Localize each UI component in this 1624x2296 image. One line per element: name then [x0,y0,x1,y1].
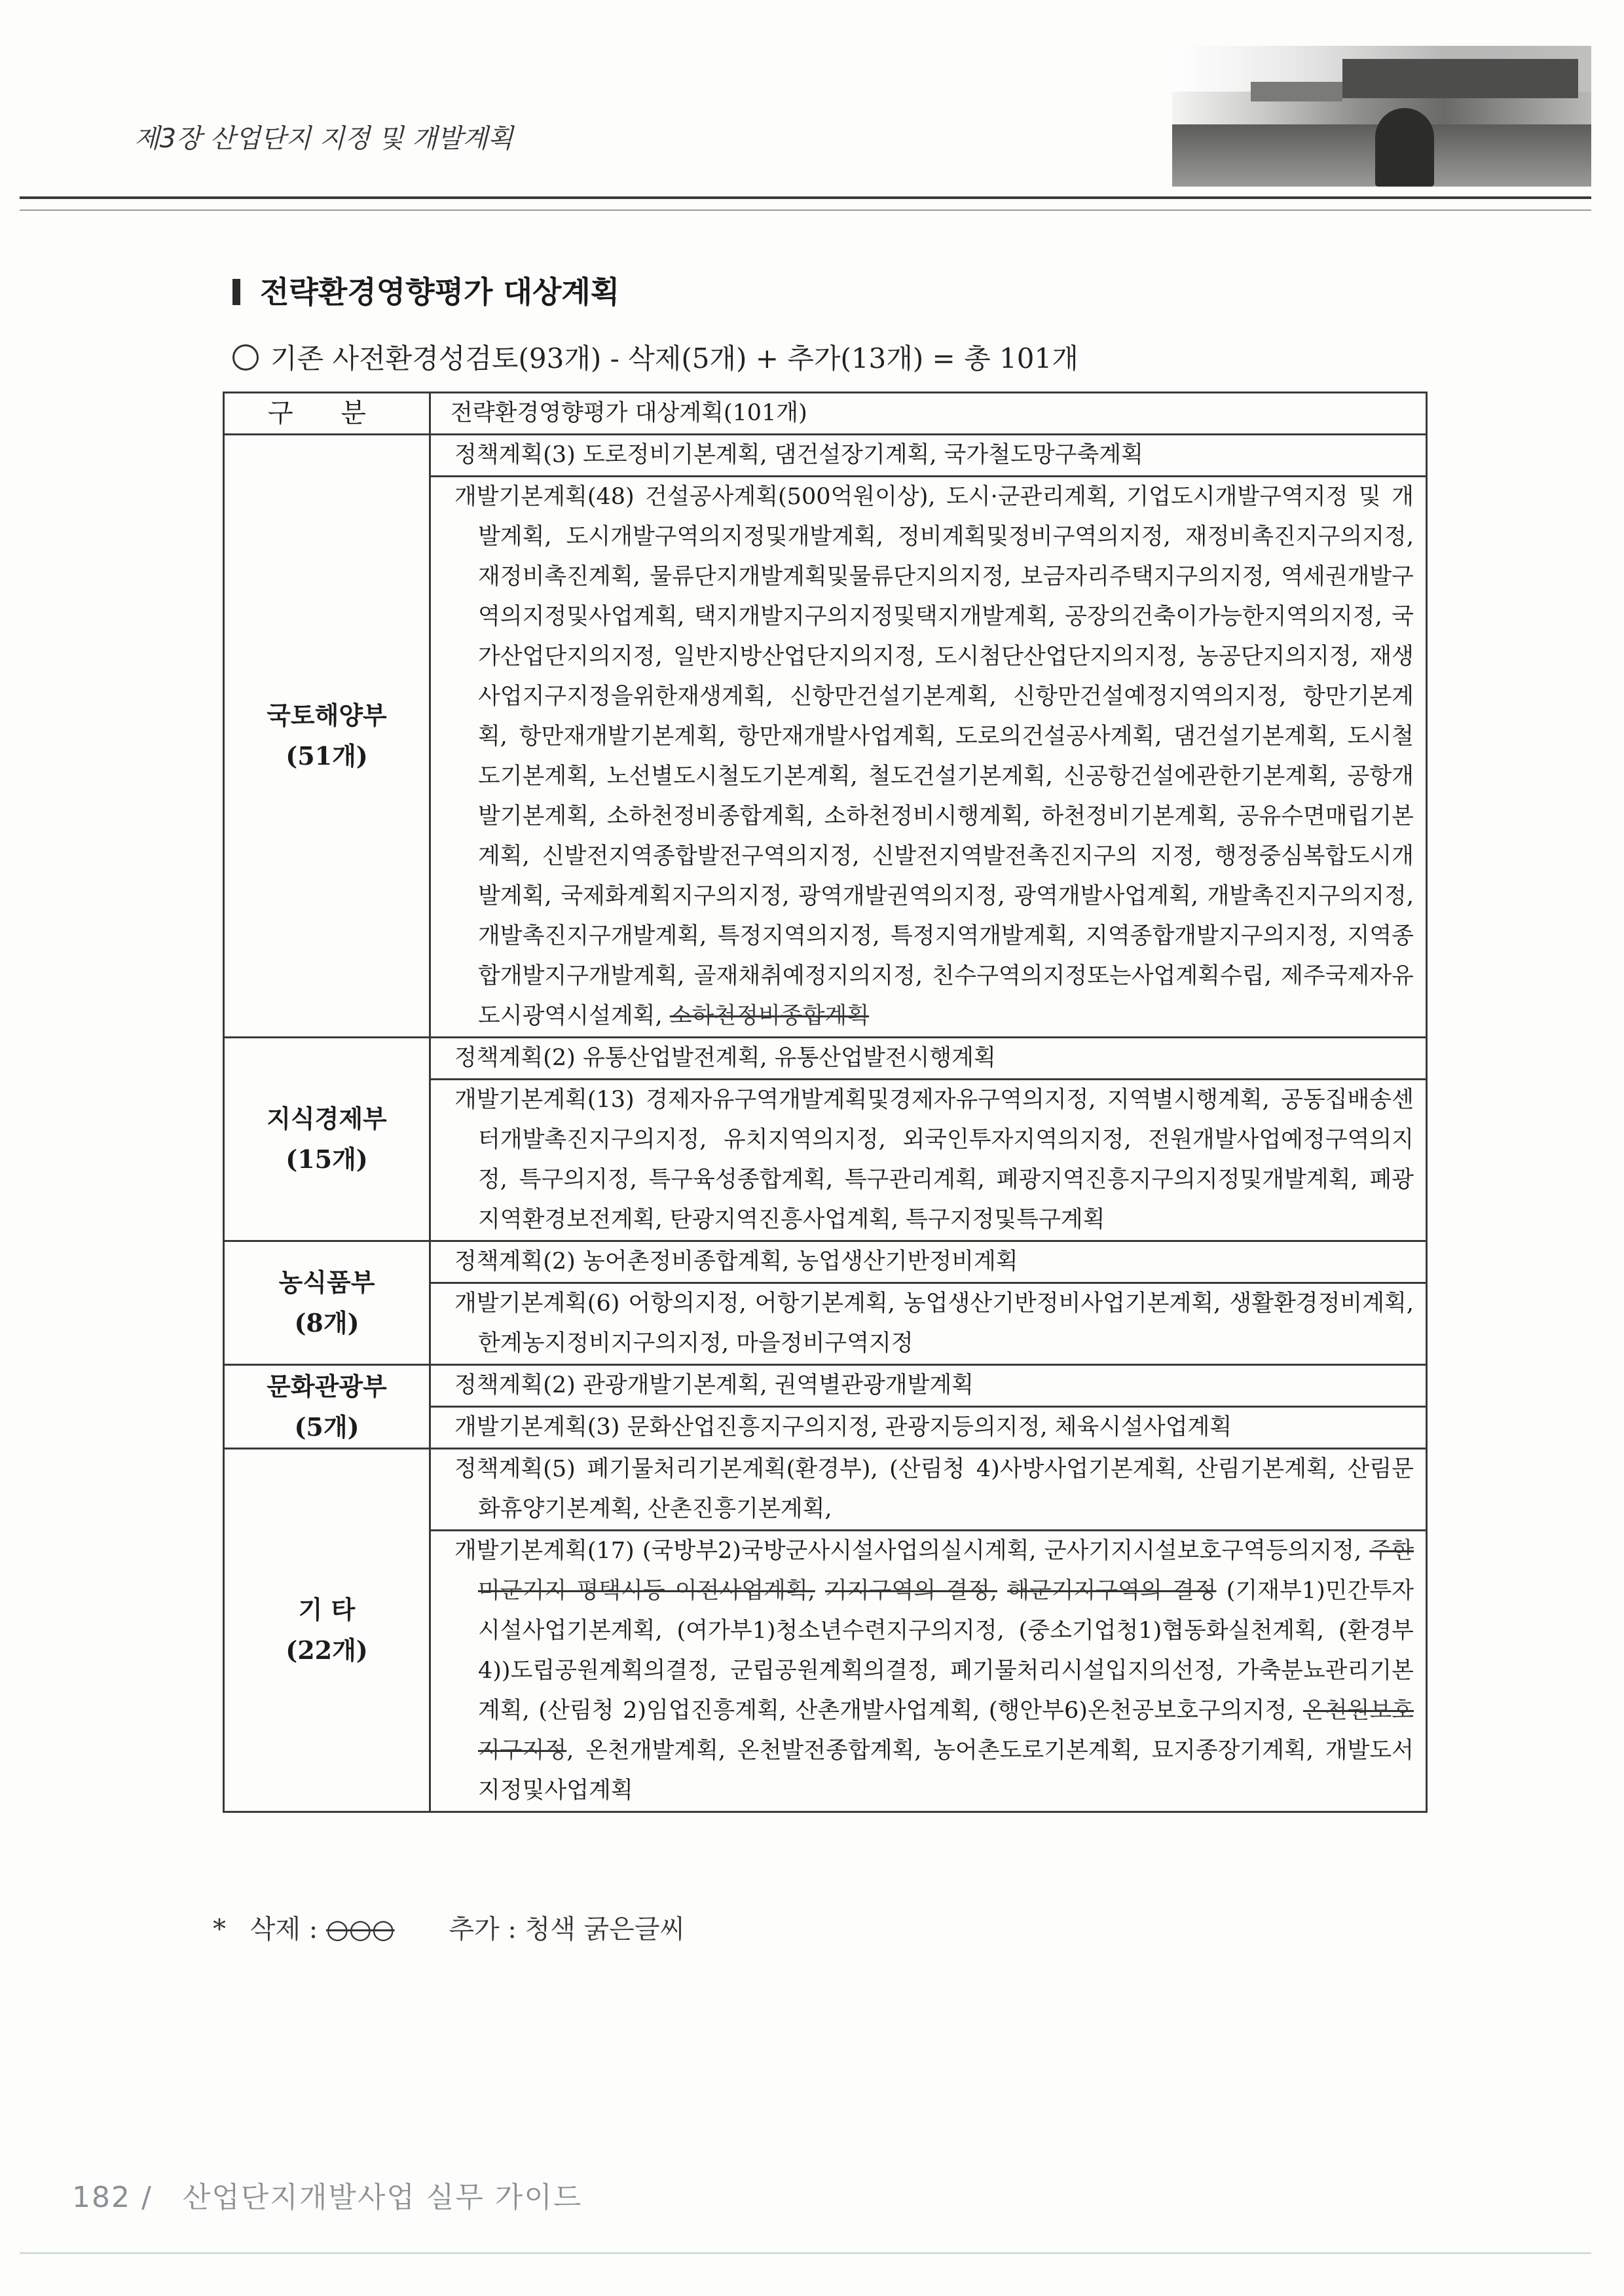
ministry-name: 농식품부 [278,1267,375,1297]
deleted-plan: 온천원보호지구지정 [478,1698,1414,1764]
ministry-cell [224,435,430,1038]
table-row [224,435,1427,477]
ministry-count: (22개) [286,1635,368,1665]
plan-cell: 개발기본계획(13) 경제자유구역개발계획및경제자유구역의지정, 지역별시행계획, 공동집배송센터개발촉진지구의지정, 유치지역의지정, 외국인투자지역의지정, 전원개발사업예정구역의지정, 특구의지정, 특구육성종합계획, 특구관리계획, 폐광지역진흥지구의지정및개발계획, 폐광지역환경보전계획, 탄광지역진흥사업계획, 특구지정및특구계획 [430,1080,1427,1241]
section-marker-icon [232,279,240,305]
ministry-name: 국토해양부 [267,701,387,730]
note-delete-label: 삭제 : [249,1914,318,1944]
summary-line [232,337,1079,376]
plan-cell: 개발기본계획(3) 문화산업진흥지구의지정, 관광지등의지정, 체육시설사업계획 [430,1407,1427,1449]
ministry-count: (51개) [286,741,368,771]
table-row [224,1038,1427,1080]
section-title-text: 전략환경영향평가 대상계획 [260,274,620,310]
plan-text: 개발기본계획(17) (국방부2)국방군사시설사업의실시계획, 군사기지시설보호구역등의지정, [454,1538,1362,1564]
legend-note [213,1908,685,1946]
plan-text: , 온천개발계획, 온천발전종합계획, 농어촌도로기본계획, 묘지종장기계획, 개발도서지정및사업계획 [478,1738,1414,1804]
plan-table [223,392,1428,1813]
header-photo [1172,46,1591,187]
ministry-count: (15개) [286,1144,368,1174]
header-plans: 전략환경영향평가 대상계획(101개) [430,393,1427,435]
ministry-name: 기 타 [298,1595,356,1624]
plan-text: (기재부1)민간투자시설사업기본계획, (여가부1)청소년수련지구의지정, (중소기업청1)협동화실천계획, (환경부4))도립공원계획의결정, 군립공원계획의결정, 폐기물처리시설입지의선정, 가축분뇨관리기본계획, (산림청 2)임업진흥계획, 산촌개발사업계획, (행안부6)온천공보호구의지정, [478,1578,1414,1724]
ministry-cell [224,1038,430,1241]
ministry-cell [224,1241,430,1365]
section-title [232,268,619,312]
chapter-title: 제3장 산업단지 지정 및 개발계획 [134,124,513,154]
plan-cell: 정책계획(2) 농어촌정비종합계획, 농업생산기반정비계획 [430,1241,1427,1283]
header-divider-thin [20,210,1591,211]
ministry-name: 지식경제부 [267,1104,387,1133]
plan-cell: 개발기본계획(6) 어항의지정, 어항기본계획, 농업생산기반정비사업기본계획, 생활환경정비계획, 한계농지정비지구의지정, 마을정비구역지정 [430,1283,1427,1365]
ministry-count: (5개) [294,1412,360,1442]
note-add-label: 추가 : 청색 굵은글씨 [449,1914,686,1944]
footer-divider [20,2252,1591,2254]
plan-cell: 정책계획(2) 유통산업발전계획, 유통산업발전시행계획 [430,1038,1427,1080]
deleted-plan: 해군기지구역의 결정 [1007,1578,1217,1604]
header-category: 구 분 [224,393,430,435]
plan-cell [430,1531,1427,1812]
plan-cell: 정책계획(3) 도로정비기본계획, 댐건설장기계획, 국가철도망구축계획 [430,435,1427,477]
ministry-cell [224,1365,430,1449]
note-symbol: * [213,1914,226,1944]
table-row [224,1365,1427,1407]
book-title: 산업단지개발사업 실무 가이드 [182,2181,583,2214]
ministry-count: (8개) [294,1308,360,1338]
plan-cell: 정책계획(2) 관광개발기본계획, 권역별관광개발계획 [430,1365,1427,1407]
header-divider [20,196,1591,199]
deleted-plan: 기지구역의 결정, [824,1578,997,1604]
circle-bullet-icon [232,344,259,371]
page-footer [72,2174,582,2215]
ministry-cell [224,1449,430,1812]
plan-cell [430,477,1427,1038]
plan-text: 개발기본계획(48) 건설공사계획(500억원이상), 도시·군관리계획, 기업도시개발구역지정 및 개발계획, 도시개발구역의지정및개발계획, 정비계획및정비구역의지정, 재정비촉진지구의지정, 재정비촉진계획, 물류단지개발계획및물류단지의지정, 보금자리주택지구의지정, 역세권개발구역의지정및사업계획, 택지개발지구의지정및택지개발계획, 공장의건축이가능한지역의지정, 국가산업단지의지정, 일반지방산업단지의지정, 도시첨단산업단지의지정, 농공단지의지정, 재생사업지구지정을위한재생계획, 신항만건설기본계획, 신항만건설예정지역의지정, 항만기본계획, 항만재개발기본계획, 항만재개발사업계획, 도로의건설공사계획, 댐건설기본계획, 도시철도기본계획, 노선별도시철도기본계획, 철도건설기본계획, 신공항건설에관한기본계획, 공항개발기본계획, 소하천정비종합계획, 소하천정비시행계획, 하천정비기본계획, 공유수면매립기본계획, 신발전지역종합발전구역의지정, 신발전지역발전촉진지구의 지정, 행정중심복합도시개발계획, 국제화계획지구의지정, 광역개발권역의지정, 광역개발사업계획, 개발촉진지구의지정, 개발촉진지구개발계획, 특정지역의지정, 특정지역개발계획, 지역종합개발지구의지정, 지역종합개발지구개발계획, 골재채취예정지의지정, 친수구역의지정또는사업계획수립, 제주국제자유도시광역시설계획, [454,484,1414,1029]
deleted-plan: 주한미군기지 평택시등 이전사업계획, [478,1538,1414,1604]
plan-cell: 정책계획(5) 폐기물처리기본계획(환경부), (산림청 4)사방사업기본계획, 산림기본계획, 산림문화휴양기본계획, 산촌진흥기본계획, [430,1449,1427,1531]
summary-text: 기존 사전환경성검토(93개) - 삭제(5개) + 추가(13개) = 총 101개 [270,342,1079,374]
page-number: 182 / [72,2181,153,2214]
deleted-plan: 소하천정비종합계획 [669,1003,870,1029]
note-delete-sample: ○○○ [325,1914,395,1944]
table-header-row [224,393,1427,435]
table-row [224,1449,1427,1531]
ministry-name: 문화관광부 [267,1371,387,1401]
table-row [224,1241,1427,1283]
